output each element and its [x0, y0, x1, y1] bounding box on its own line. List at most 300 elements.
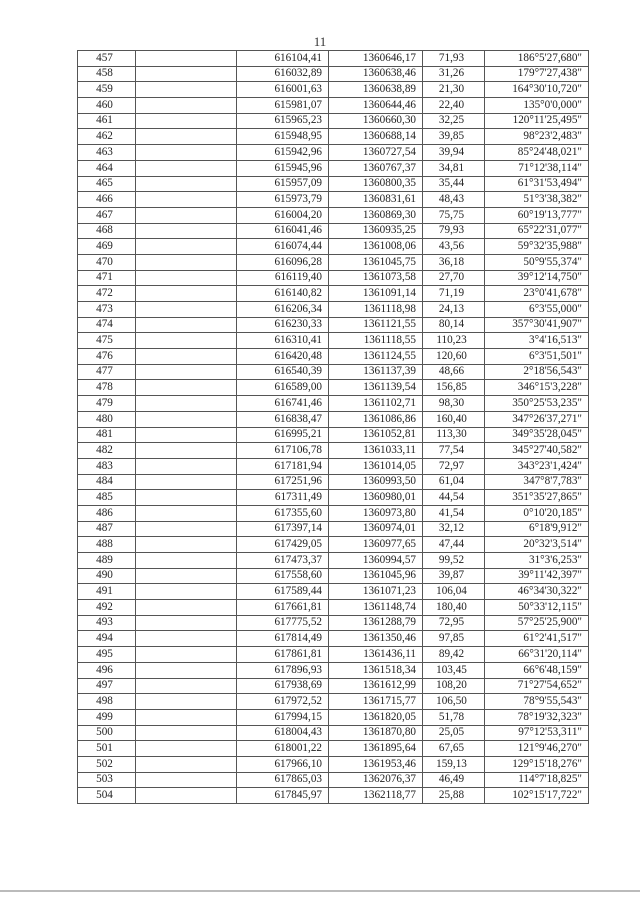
blank-cell	[136, 427, 237, 443]
point-number-cell: 482	[78, 443, 136, 459]
distance-cell: 80,14	[423, 317, 485, 333]
bearing-cell: 66°31'20,114"	[485, 647, 589, 663]
point-number-cell: 470	[78, 254, 136, 270]
table-row	[78, 694, 589, 710]
table-row	[78, 505, 589, 521]
x-coordinate-cell: 616206,34	[237, 302, 329, 318]
y-coordinate-cell: 1361091,14	[329, 286, 423, 302]
x-coordinate-cell: 616420,48	[237, 349, 329, 365]
y-coordinate-cell: 1361121,55	[329, 317, 423, 333]
table-row	[78, 678, 589, 694]
distance-cell: 46,49	[423, 772, 485, 788]
bearing-cell: 345°27'40,582"	[485, 443, 589, 459]
x-coordinate-cell: 615945,96	[237, 160, 329, 176]
bearing-cell: 20°32'3,514"	[485, 537, 589, 553]
distance-cell: 47,44	[423, 537, 485, 553]
y-coordinate-cell: 1361014,05	[329, 458, 423, 474]
distance-cell: 44,54	[423, 490, 485, 506]
point-number-cell: 472	[78, 286, 136, 302]
table-row	[78, 239, 589, 255]
table-row	[78, 333, 589, 349]
point-number-cell: 477	[78, 364, 136, 380]
point-number-cell: 484	[78, 474, 136, 490]
y-coordinate-cell: 1360977,65	[329, 537, 423, 553]
blank-cell	[136, 129, 237, 145]
table-row	[78, 82, 589, 98]
distance-cell: 71,19	[423, 286, 485, 302]
distance-cell: 39,87	[423, 568, 485, 584]
point-number-cell: 475	[78, 333, 136, 349]
distance-cell: 34,81	[423, 160, 485, 176]
bearing-cell: 6°18'9,912"	[485, 521, 589, 537]
distance-cell: 103,45	[423, 662, 485, 678]
distance-cell: 79,93	[423, 223, 485, 239]
bearing-cell: 120°11'25,495"	[485, 113, 589, 129]
y-coordinate-cell: 1361895,64	[329, 741, 423, 757]
bearing-cell: 78°9'55,543"	[485, 694, 589, 710]
point-number-cell: 479	[78, 396, 136, 412]
bearing-cell: 102°15'17,722"	[485, 788, 589, 804]
y-coordinate-cell: 1361118,55	[329, 333, 423, 349]
distance-cell: 89,42	[423, 647, 485, 663]
distance-cell: 72,95	[423, 615, 485, 631]
distance-cell: 43,56	[423, 239, 485, 255]
blank-cell	[136, 537, 237, 553]
blank-cell	[136, 584, 237, 600]
point-number-cell: 468	[78, 223, 136, 239]
blank-cell	[136, 223, 237, 239]
y-coordinate-cell: 1360688,14	[329, 129, 423, 145]
bearing-cell: 57°25'25,900"	[485, 615, 589, 631]
distance-cell: 106,04	[423, 584, 485, 600]
x-coordinate-cell: 616104,41	[237, 51, 329, 67]
blank-cell	[136, 568, 237, 584]
table-row	[78, 458, 589, 474]
x-coordinate-cell: 617251,96	[237, 474, 329, 490]
y-coordinate-cell: 1361045,75	[329, 254, 423, 270]
blank-cell	[136, 490, 237, 506]
bearing-cell: 39°12'14,750"	[485, 270, 589, 286]
y-coordinate-cell: 1361071,23	[329, 584, 423, 600]
point-number-cell: 490	[78, 568, 136, 584]
distance-cell: 99,52	[423, 553, 485, 569]
blank-cell	[136, 160, 237, 176]
bearing-cell: 343°23'1,424"	[485, 458, 589, 474]
x-coordinate-cell: 617661,81	[237, 600, 329, 616]
y-coordinate-cell: 1361350,46	[329, 631, 423, 647]
blank-cell	[136, 411, 237, 427]
x-coordinate-cell: 616119,40	[237, 270, 329, 286]
point-number-cell: 465	[78, 176, 136, 192]
distance-cell: 75,75	[423, 207, 485, 223]
distance-cell: 22,40	[423, 98, 485, 114]
y-coordinate-cell: 1360638,46	[329, 66, 423, 82]
point-number-cell: 463	[78, 145, 136, 161]
blank-cell	[136, 474, 237, 490]
table-row	[78, 302, 589, 318]
point-number-cell: 488	[78, 537, 136, 553]
y-coordinate-cell: 1360935,25	[329, 223, 423, 239]
x-coordinate-cell: 617938,69	[237, 678, 329, 694]
point-number-cell: 471	[78, 270, 136, 286]
table-row	[78, 286, 589, 302]
x-coordinate-cell: 616741,46	[237, 396, 329, 412]
point-number-cell: 491	[78, 584, 136, 600]
point-number-cell: 473	[78, 302, 136, 318]
bearing-cell: 121°9'46,270"	[485, 741, 589, 757]
table-row	[78, 725, 589, 741]
bearing-cell: 78°19'32,323"	[485, 709, 589, 725]
y-coordinate-cell: 1361518,34	[329, 662, 423, 678]
blank-cell	[136, 66, 237, 82]
bearing-cell: 357°30'41,907"	[485, 317, 589, 333]
point-number-cell: 495	[78, 647, 136, 663]
bearing-cell: 346°15'3,228"	[485, 380, 589, 396]
x-coordinate-cell: 616838,47	[237, 411, 329, 427]
point-number-cell: 503	[78, 772, 136, 788]
x-coordinate-cell: 616995,21	[237, 427, 329, 443]
bearing-cell: 347°8'7,783"	[485, 474, 589, 490]
bearing-cell: 50°33'12,115"	[485, 600, 589, 616]
distance-cell: 156,85	[423, 380, 485, 396]
blank-cell	[136, 694, 237, 710]
y-coordinate-cell: 1361288,79	[329, 615, 423, 631]
x-coordinate-cell: 617589,44	[237, 584, 329, 600]
bearing-cell: 2°18'56,543"	[485, 364, 589, 380]
y-coordinate-cell: 1361612,99	[329, 678, 423, 694]
table-row	[78, 427, 589, 443]
blank-cell	[136, 443, 237, 459]
y-coordinate-cell: 1360974,01	[329, 521, 423, 537]
y-coordinate-cell: 1361086,86	[329, 411, 423, 427]
table-row	[78, 568, 589, 584]
y-coordinate-cell: 1360638,89	[329, 82, 423, 98]
x-coordinate-cell: 616001,63	[237, 82, 329, 98]
blank-cell	[136, 270, 237, 286]
table-row	[78, 160, 589, 176]
table-row	[78, 411, 589, 427]
bearing-cell: 179°7'27,438"	[485, 66, 589, 82]
bearing-cell: 50°9'55,374"	[485, 254, 589, 270]
x-coordinate-cell: 617845,97	[237, 788, 329, 804]
point-number-cell: 459	[78, 82, 136, 98]
table-row	[78, 490, 589, 506]
blank-cell	[136, 302, 237, 318]
table-row	[78, 270, 589, 286]
point-number-cell: 504	[78, 788, 136, 804]
distance-cell: 77,54	[423, 443, 485, 459]
x-coordinate-cell: 617861,81	[237, 647, 329, 663]
distance-cell: 25,05	[423, 725, 485, 741]
x-coordinate-cell: 617966,10	[237, 756, 329, 772]
distance-cell: 160,40	[423, 411, 485, 427]
x-coordinate-cell: 616074,44	[237, 239, 329, 255]
blank-cell	[136, 678, 237, 694]
table-row	[78, 145, 589, 161]
table-row	[78, 772, 589, 788]
y-coordinate-cell: 1361820,05	[329, 709, 423, 725]
y-coordinate-cell: 1360727,54	[329, 145, 423, 161]
bearing-cell: 60°19'13,777"	[485, 207, 589, 223]
bearing-cell: 66°6'48,159"	[485, 662, 589, 678]
blank-cell	[136, 286, 237, 302]
blank-cell	[136, 98, 237, 114]
table-row	[78, 254, 589, 270]
distance-cell: 32,12	[423, 521, 485, 537]
point-number-cell: 481	[78, 427, 136, 443]
blank-cell	[136, 725, 237, 741]
point-number-cell: 496	[78, 662, 136, 678]
distance-cell: 120,60	[423, 349, 485, 365]
bearing-cell: 186°5'27,680"	[485, 51, 589, 67]
blank-cell	[136, 553, 237, 569]
distance-cell: 39,94	[423, 145, 485, 161]
blank-cell	[136, 458, 237, 474]
table-row	[78, 113, 589, 129]
point-number-cell: 478	[78, 380, 136, 396]
distance-cell: 48,66	[423, 364, 485, 380]
distance-cell: 113,30	[423, 427, 485, 443]
bearing-cell: 0°10'20,185"	[485, 505, 589, 521]
table-row	[78, 553, 589, 569]
table-row	[78, 741, 589, 757]
distance-cell: 106,50	[423, 694, 485, 710]
table-row	[78, 176, 589, 192]
table-row	[78, 223, 589, 239]
bearing-cell: 61°2'41,517"	[485, 631, 589, 647]
table-row	[78, 380, 589, 396]
blank-cell	[136, 756, 237, 772]
x-coordinate-cell: 616140,82	[237, 286, 329, 302]
distance-cell: 97,85	[423, 631, 485, 647]
y-coordinate-cell: 1361715,77	[329, 694, 423, 710]
table-row	[78, 443, 589, 459]
y-coordinate-cell: 1361052,81	[329, 427, 423, 443]
bearing-cell: 39°11'42,397"	[485, 568, 589, 584]
table-row	[78, 474, 589, 490]
x-coordinate-cell: 617429,05	[237, 537, 329, 553]
distance-cell: 110,23	[423, 333, 485, 349]
distance-cell: 39,85	[423, 129, 485, 145]
table-row	[78, 66, 589, 82]
point-number-cell: 467	[78, 207, 136, 223]
distance-cell: 108,20	[423, 678, 485, 694]
table-row	[78, 521, 589, 537]
blank-cell	[136, 333, 237, 349]
x-coordinate-cell: 616004,20	[237, 207, 329, 223]
point-number-cell: 480	[78, 411, 136, 427]
table-row	[78, 647, 589, 663]
table-row	[78, 51, 589, 67]
point-number-cell: 466	[78, 192, 136, 208]
y-coordinate-cell: 1360994,57	[329, 553, 423, 569]
distance-cell: 98,30	[423, 396, 485, 412]
table-row	[78, 584, 589, 600]
y-coordinate-cell: 1362118,77	[329, 788, 423, 804]
blank-cell	[136, 615, 237, 631]
blank-cell	[136, 145, 237, 161]
y-coordinate-cell: 1360973,80	[329, 505, 423, 521]
point-number-cell: 458	[78, 66, 136, 82]
distance-cell: 48,43	[423, 192, 485, 208]
bearing-cell: 71°27'54,652"	[485, 678, 589, 694]
point-number-cell: 474	[78, 317, 136, 333]
y-coordinate-cell: 1361102,71	[329, 396, 423, 412]
point-number-cell: 500	[78, 725, 136, 741]
point-number-cell: 497	[78, 678, 136, 694]
x-coordinate-cell: 617355,60	[237, 505, 329, 521]
x-coordinate-cell: 618004,43	[237, 725, 329, 741]
point-number-cell: 501	[78, 741, 136, 757]
x-coordinate-cell: 615965,23	[237, 113, 329, 129]
blank-cell	[136, 709, 237, 725]
y-coordinate-cell: 1360644,46	[329, 98, 423, 114]
point-number-cell: 493	[78, 615, 136, 631]
distance-cell: 32,25	[423, 113, 485, 129]
x-coordinate-cell: 617558,60	[237, 568, 329, 584]
blank-cell	[136, 772, 237, 788]
y-coordinate-cell: 1360980,01	[329, 490, 423, 506]
blank-cell	[136, 239, 237, 255]
blank-cell	[136, 631, 237, 647]
y-coordinate-cell: 1361033,11	[329, 443, 423, 459]
y-coordinate-cell: 1360800,35	[329, 176, 423, 192]
point-number-cell: 487	[78, 521, 136, 537]
y-coordinate-cell: 1362076,37	[329, 772, 423, 788]
bearing-cell: 97°12'53,311"	[485, 725, 589, 741]
distance-cell: 36,18	[423, 254, 485, 270]
blank-cell	[136, 51, 237, 67]
table-row	[78, 662, 589, 678]
bearing-cell: 23°0'41,678"	[485, 286, 589, 302]
bearing-cell: 347°26'37,271"	[485, 411, 589, 427]
bearing-cell: 6°3'55,000"	[485, 302, 589, 318]
x-coordinate-cell: 616310,41	[237, 333, 329, 349]
table-row	[78, 317, 589, 333]
point-number-cell: 462	[78, 129, 136, 145]
x-coordinate-cell: 617994,15	[237, 709, 329, 725]
blank-cell	[136, 600, 237, 616]
y-coordinate-cell: 1361124,55	[329, 349, 423, 365]
x-coordinate-cell: 615973,79	[237, 192, 329, 208]
table-row	[78, 364, 589, 380]
table-row	[78, 98, 589, 114]
blank-cell	[136, 317, 237, 333]
table-row	[78, 129, 589, 145]
x-coordinate-cell: 616032,89	[237, 66, 329, 82]
bearing-cell: 114°7'18,825"	[485, 772, 589, 788]
point-number-cell: 461	[78, 113, 136, 129]
blank-cell	[136, 380, 237, 396]
blank-cell	[136, 82, 237, 98]
bearing-cell: 61°31'53,494"	[485, 176, 589, 192]
x-coordinate-cell: 617972,52	[237, 694, 329, 710]
bearing-cell: 51°3'38,382"	[485, 192, 589, 208]
coordinates-table-body	[78, 51, 589, 804]
x-coordinate-cell: 617775,52	[237, 615, 329, 631]
page-number: 11	[313, 34, 327, 49]
y-coordinate-cell: 1361139,54	[329, 380, 423, 396]
x-coordinate-cell: 616041,46	[237, 223, 329, 239]
bearing-cell: 351°35'27,865"	[485, 490, 589, 506]
x-coordinate-cell: 617181,94	[237, 458, 329, 474]
x-coordinate-cell: 617896,93	[237, 662, 329, 678]
blank-cell	[136, 254, 237, 270]
x-coordinate-cell: 616096,28	[237, 254, 329, 270]
x-coordinate-cell: 615942,96	[237, 145, 329, 161]
bearing-cell: 6°3'51,501"	[485, 349, 589, 365]
blank-cell	[136, 741, 237, 757]
point-number-cell: 492	[78, 600, 136, 616]
table-row	[78, 192, 589, 208]
bearing-cell: 129°15'18,276"	[485, 756, 589, 772]
distance-cell: 72,97	[423, 458, 485, 474]
distance-cell: 31,26	[423, 66, 485, 82]
distance-cell: 21,30	[423, 82, 485, 98]
y-coordinate-cell: 1361008,06	[329, 239, 423, 255]
y-coordinate-cell: 1360831,61	[329, 192, 423, 208]
blank-cell	[136, 521, 237, 537]
distance-cell: 71,93	[423, 51, 485, 67]
blank-cell	[136, 505, 237, 521]
x-coordinate-cell: 618001,22	[237, 741, 329, 757]
bearing-cell: 135°0'0,000"	[485, 98, 589, 114]
distance-cell: 24,13	[423, 302, 485, 318]
bearing-cell: 71°12'38,114"	[485, 160, 589, 176]
y-coordinate-cell: 1361436,11	[329, 647, 423, 663]
x-coordinate-cell: 616230,33	[237, 317, 329, 333]
bearing-cell: 164°30'10,720"	[485, 82, 589, 98]
table-row	[78, 709, 589, 725]
bearing-cell: 31°3'6,253"	[485, 553, 589, 569]
y-coordinate-cell: 1360869,30	[329, 207, 423, 223]
blank-cell	[136, 364, 237, 380]
distance-cell: 27,70	[423, 270, 485, 286]
table-row	[78, 396, 589, 412]
point-number-cell: 469	[78, 239, 136, 255]
bearing-cell: 3°4'16,513"	[485, 333, 589, 349]
blank-cell	[136, 662, 237, 678]
bearing-cell: 46°34'30,322"	[485, 584, 589, 600]
point-number-cell: 464	[78, 160, 136, 176]
point-number-cell: 499	[78, 709, 136, 725]
x-coordinate-cell: 616540,39	[237, 364, 329, 380]
point-number-cell: 483	[78, 458, 136, 474]
table-row	[78, 631, 589, 647]
x-coordinate-cell: 615957,09	[237, 176, 329, 192]
point-number-cell: 460	[78, 98, 136, 114]
y-coordinate-cell: 1361148,74	[329, 600, 423, 616]
point-number-cell: 502	[78, 756, 136, 772]
blank-cell	[136, 192, 237, 208]
blank-cell	[136, 207, 237, 223]
point-number-cell: 494	[78, 631, 136, 647]
distance-cell: 25,88	[423, 788, 485, 804]
point-number-cell: 485	[78, 490, 136, 506]
table-row	[78, 756, 589, 772]
x-coordinate-cell: 617865,03	[237, 772, 329, 788]
x-coordinate-cell: 617311,49	[237, 490, 329, 506]
coordinates-table	[77, 50, 589, 804]
x-coordinate-cell: 617106,78	[237, 443, 329, 459]
table-row	[78, 207, 589, 223]
point-number-cell: 457	[78, 51, 136, 67]
distance-cell: 61,04	[423, 474, 485, 490]
bearing-cell: 350°25'53,235"	[485, 396, 589, 412]
x-coordinate-cell: 617397,14	[237, 521, 329, 537]
page-bottom-rule	[0, 890, 640, 892]
y-coordinate-cell: 1360993,50	[329, 474, 423, 490]
